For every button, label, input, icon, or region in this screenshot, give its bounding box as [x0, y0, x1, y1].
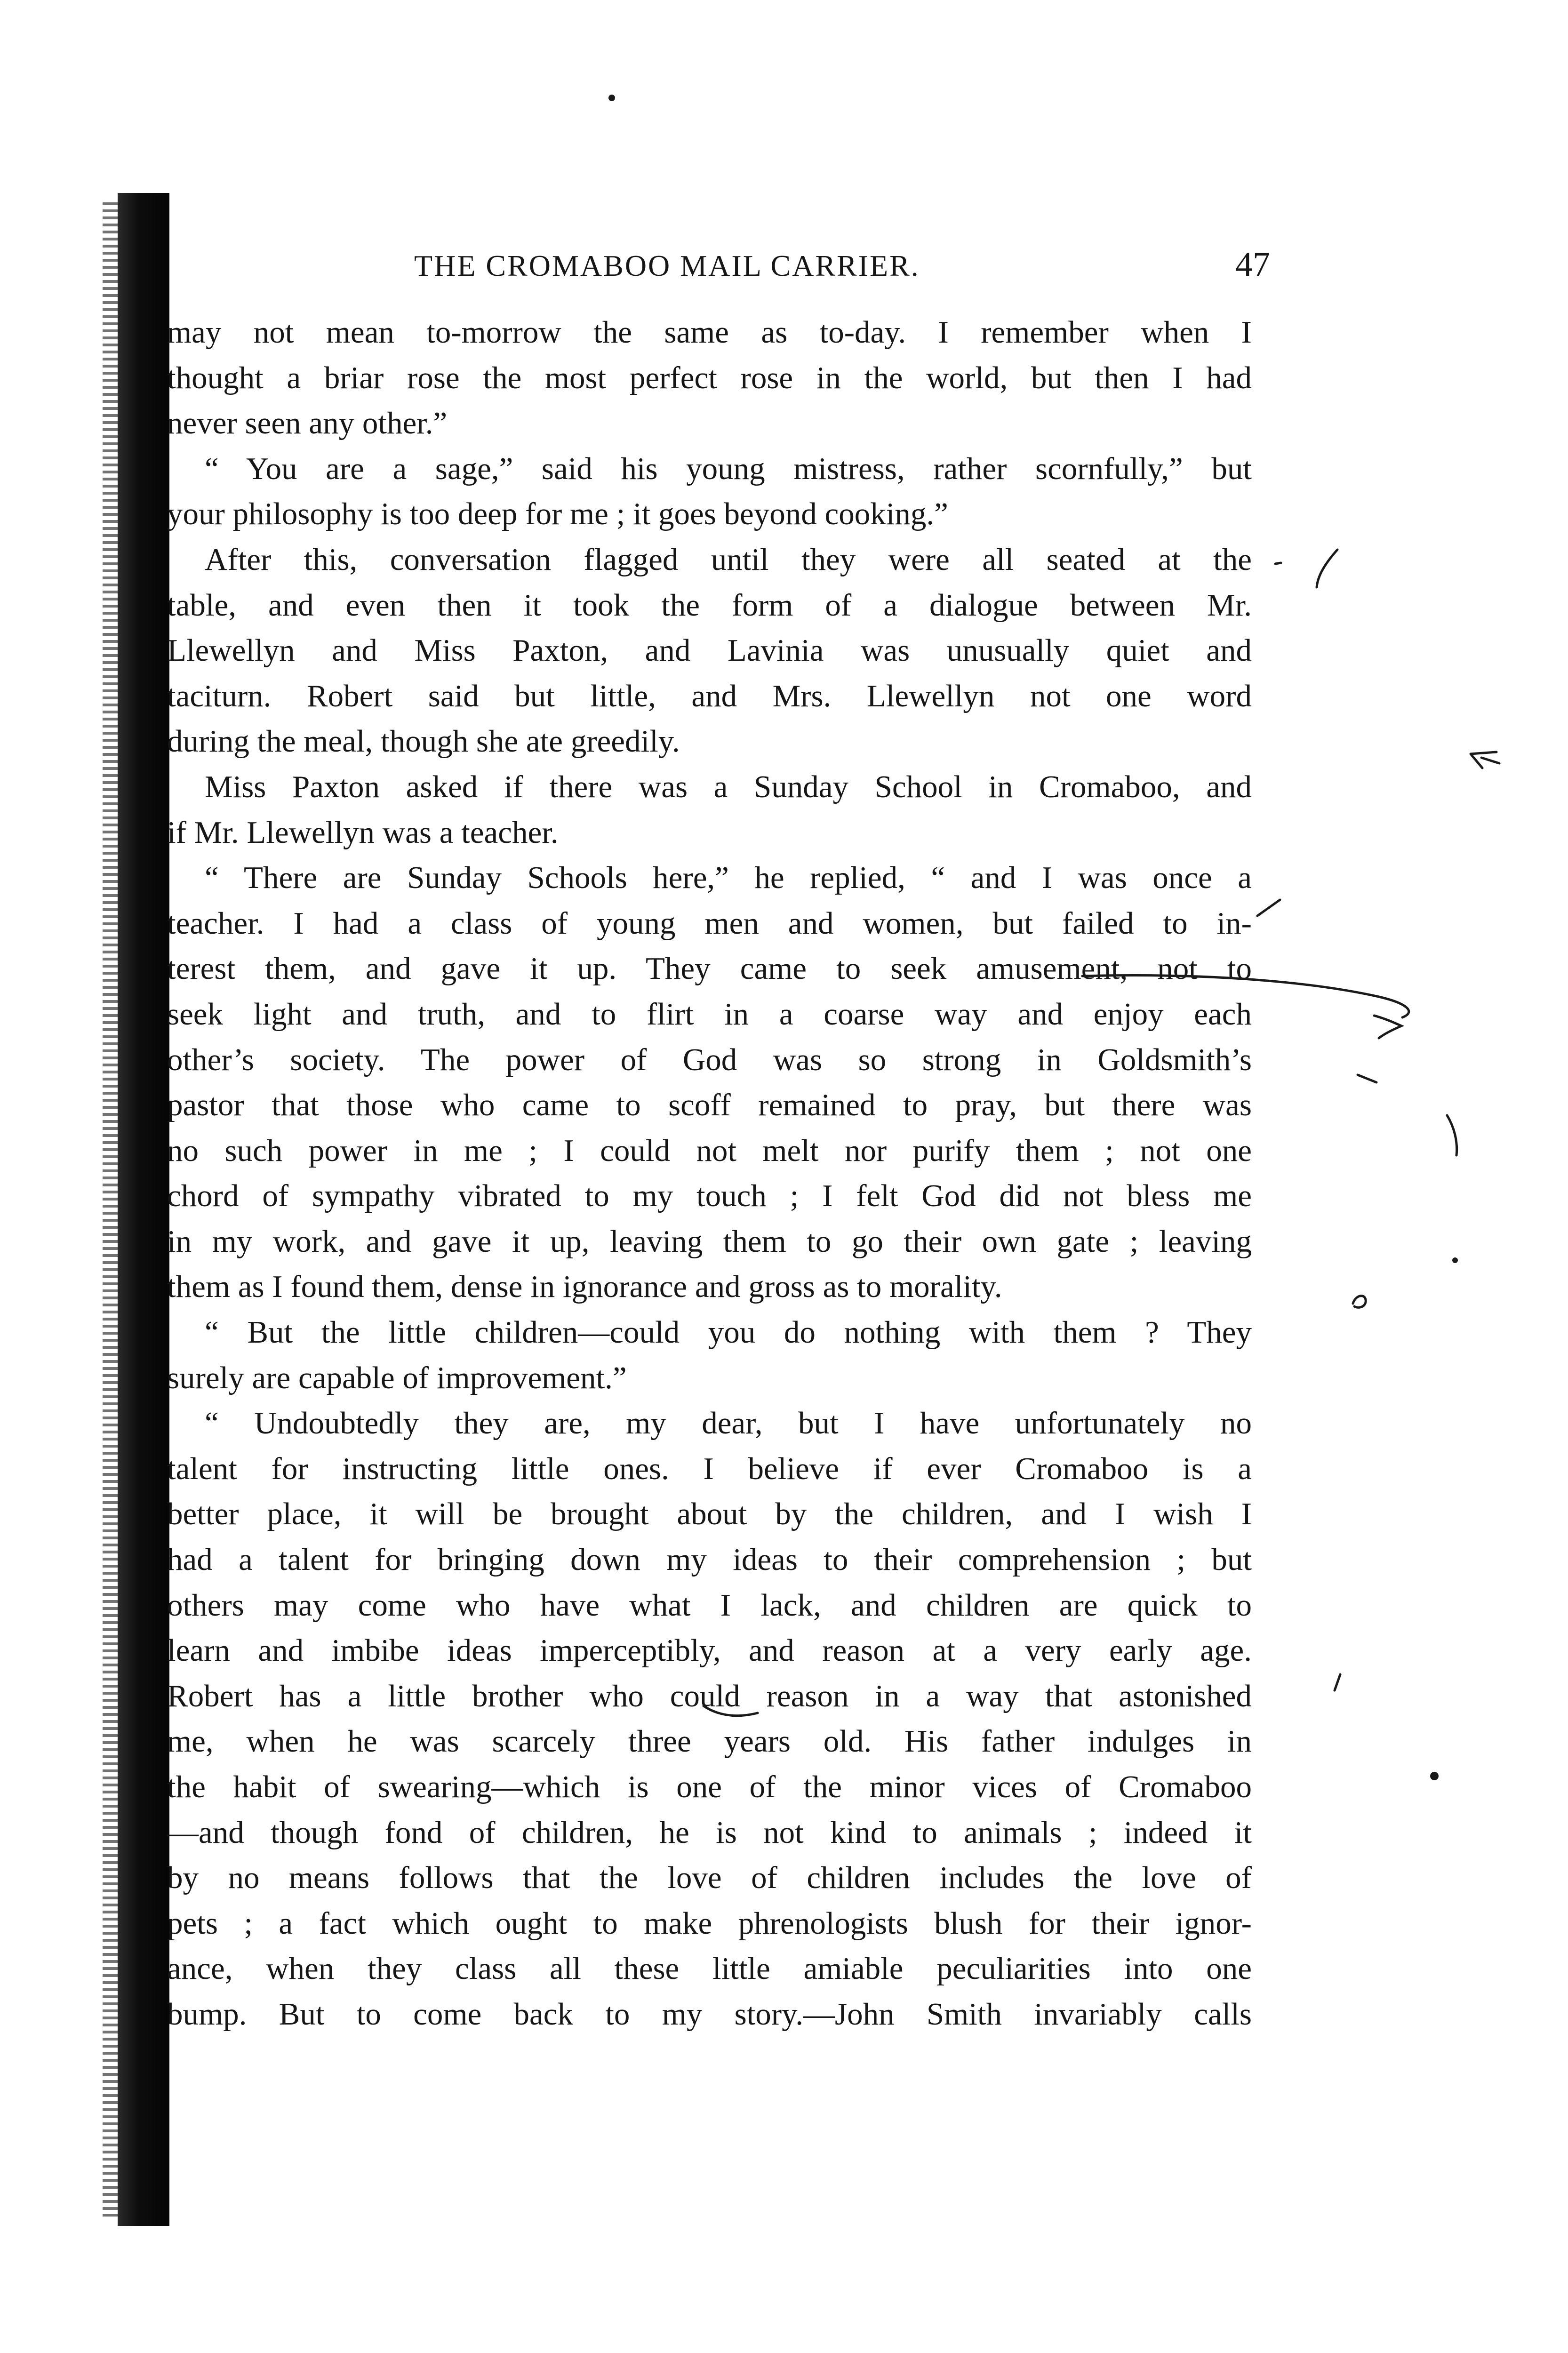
margin-tick-mark — [1275, 563, 1281, 564]
text-line: terest them, and gave it up. They came to seek amusement, not to — [167, 951, 1252, 986]
text-line: no such power in me ; I could not melt nor purify them ; not one — [167, 1133, 1252, 1168]
text-line: Llewellyn and Miss Paxton, and Lavinia was unusually quiet and — [167, 633, 1252, 668]
text-line: ance, when they class all these little amiable peculiarities into one — [167, 1951, 1252, 1986]
text-line: bump. But to come back to my story.—John Smith invariably calls — [167, 1996, 1252, 2032]
text-line: Robert has a little brother who could reason in a way that astonished — [167, 1678, 1252, 1713]
page-binding-edge — [118, 193, 169, 2226]
text-line: learn and imbibe ideas imperceptibly, and reason at a very early age. — [167, 1633, 1252, 1668]
text-line: thought a briar rose the most perfect rose in the world, but then I had — [167, 360, 1252, 395]
text-line: if Mr. Llewellyn was a teacher. — [167, 815, 559, 850]
text-line: your philosophy is too deep for me ; it goes beyond cooking.” — [167, 496, 948, 532]
text-line: “ But the little children—could you do nothing with them ? They — [205, 1315, 1252, 1350]
text-line: pets ; a fact which ought to make phrenologists blush for their ignor- — [167, 1905, 1252, 1941]
text-line: Miss Paxton asked if there was a Sunday School in Cromaboo, and — [205, 769, 1252, 804]
text-line: pastor that those who came to scoff remained to pray, but there was — [167, 1088, 1252, 1123]
text-line: table, and even then it took the form of a dialogue between Mr. — [167, 587, 1252, 623]
text-line: better place, it will be brought about by the children, and I wish I — [167, 1497, 1252, 1532]
running-head: THE CROMABOO MAIL CARRIER. — [414, 249, 920, 282]
text-line: others may come who have what I lack, and children are quick to — [167, 1587, 1252, 1623]
margin-dash-mark — [1358, 1075, 1376, 1082]
text-line: —and though fond of children, he is not kind to animals ; indeed it — [167, 1815, 1252, 1850]
caret-mark — [1257, 900, 1280, 916]
margin-bracket-mark — [1374, 1016, 1401, 1038]
margin-comma-mark — [1335, 1674, 1340, 1690]
margin-dot-mark — [1452, 1257, 1458, 1263]
text-line: surely are capable of improvement.” — [167, 1360, 627, 1395]
margin-k-mark — [1481, 758, 1499, 763]
text-line: in my work, and gave it up, leaving them to go their own gate ; leaving — [167, 1224, 1252, 1259]
margin-curl-mark — [1353, 1296, 1366, 1308]
text-line: “ There are Sunday Schools here,” he replied, “ and I was once a — [205, 860, 1252, 896]
text-line: during the meal, though she ate greedily. — [167, 724, 680, 759]
text-line: by no means follows that the love of children includes the love of — [167, 1860, 1252, 1896]
text-line: “ Undoubtedly they are, my dear, but I have unfortunately no — [205, 1406, 1252, 1441]
margin-slash-mark — [1317, 550, 1337, 587]
margin-arrow-mark — [1471, 752, 1496, 768]
margin-hook-mark — [1447, 1115, 1457, 1155]
text-line: talent for instructing little ones. I believe if ever Cromaboo is a — [167, 1451, 1252, 1486]
text-line: never seen any other.” — [167, 406, 448, 441]
text-line: me, when he was scarcely three years old. His father indulges in — [167, 1724, 1252, 1759]
text-line: After this, conversation flagged until they were all seated at the — [205, 542, 1252, 577]
text-line: had a talent for bringing down my ideas to their comprehension ; but — [167, 1542, 1252, 1577]
text-line: seek light and truth, and to flirt in a coarse way and enjoy each — [167, 996, 1252, 1032]
top-speck-mark — [608, 95, 615, 101]
text-line: them as I found them, dense in ignorance and gross as to morality. — [167, 1269, 1002, 1305]
text-line: chord of sympathy vibrated to my touch ; I felt God did not bless me — [167, 1178, 1252, 1214]
body-text — [167, 310, 1252, 2037]
text-line: the habit of swearing—which is one of the minor vices of Cromaboo — [167, 1769, 1252, 1804]
page-number: 47 — [1235, 245, 1270, 284]
text-line: taciturn. Robert said but little, and Mrs. Llewellyn not one word — [167, 678, 1252, 713]
text-line: other’s society. The power of God was so strong in Goldsmith’s — [167, 1042, 1252, 1077]
text-line: teacher. I had a class of young men and women, but failed to in- — [167, 905, 1252, 941]
text-line: may not mean to-morrow the same as to-day. I remember when I — [167, 315, 1252, 350]
text-line: “ You are a sage,” said his young mistress, rather scornfully,” but — [205, 451, 1252, 486]
margin-dot-mark — [1430, 1772, 1439, 1780]
